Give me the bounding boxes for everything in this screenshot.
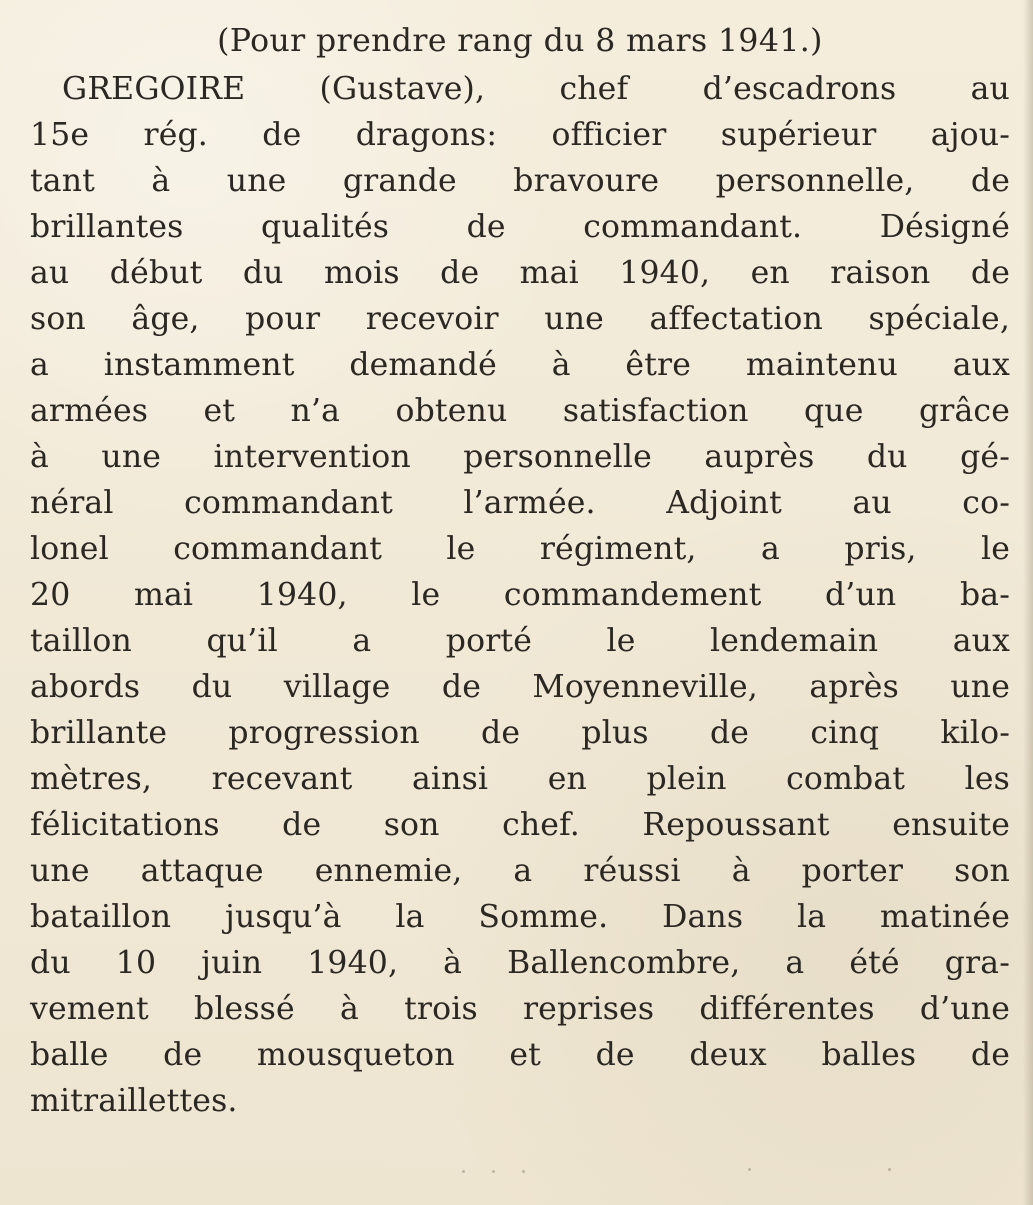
text-line-22: balle de mousqueton et de deux balles de	[30, 1037, 1010, 1073]
text-line-10: néral commandant l’armée. Adjoint au co-	[30, 485, 1010, 521]
citation-text-block	[30, 18, 1010, 1124]
text-line-1: GREGOIRE (Gustave), chef d’escadrons au	[62, 71, 1010, 107]
page-edge-shadow	[1023, 0, 1033, 1205]
paper-speck	[462, 1170, 465, 1173]
text-line-14: abords du village de Moyenneville, après une	[30, 669, 1010, 705]
text-line-3: tant à une grande bravoure personnelle, de	[30, 163, 1010, 199]
text-line-2: 15e rég. de dragons: officier supérieur ajou-	[30, 117, 1010, 153]
text-line-5: au début du mois de mai 1940, en raison de	[30, 255, 1010, 291]
text-line-15: brillante progression de plus de cinq kilo-	[30, 715, 1010, 751]
text-line-11: lonel commandant le régiment, a pris, le	[30, 531, 1010, 567]
text-line-21: vement blessé à trois reprises différentes d’une	[30, 991, 1010, 1027]
paper-speck	[492, 1170, 495, 1173]
text-line-9: à une intervention personnelle auprès du gé-	[30, 439, 1010, 475]
paper-speck	[888, 1168, 891, 1171]
text-line-6: son âge, pour recevoir une affectation spéciale,	[30, 301, 1010, 337]
text-line-16: mètres, recevant ainsi en plein combat les	[30, 761, 1010, 797]
citation-heading: (Pour prendre rang du 8 mars 1941.)	[217, 23, 823, 59]
paper-speck	[522, 1170, 525, 1173]
text-line-19: bataillon jusqu’à la Somme. Dans la matinée	[30, 899, 1010, 935]
text-line-8: armées et n’a obtenu satisfaction que grâce	[30, 393, 1010, 429]
text-line-13: taillon qu’il a porté le lendemain aux	[30, 623, 1010, 659]
text-line-20: du 10 juin 1940, à Ballencombre, a été gra-	[30, 945, 1010, 981]
text-line-4: brillantes qualités de commandant. Désigné	[30, 209, 1010, 245]
text-line-18: une attaque ennemie, a réussi à porter son	[30, 853, 1010, 889]
paper-speck	[748, 1168, 751, 1171]
text-line-7: a instamment demandé à être maintenu aux	[30, 347, 1010, 383]
text-line-12: 20 mai 1940, le commandement d’un ba-	[30, 577, 1010, 613]
text-line-23: mitraillettes.	[30, 1083, 238, 1119]
text-line-17: félicitations de son chef. Repoussant ensuite	[30, 807, 1010, 843]
